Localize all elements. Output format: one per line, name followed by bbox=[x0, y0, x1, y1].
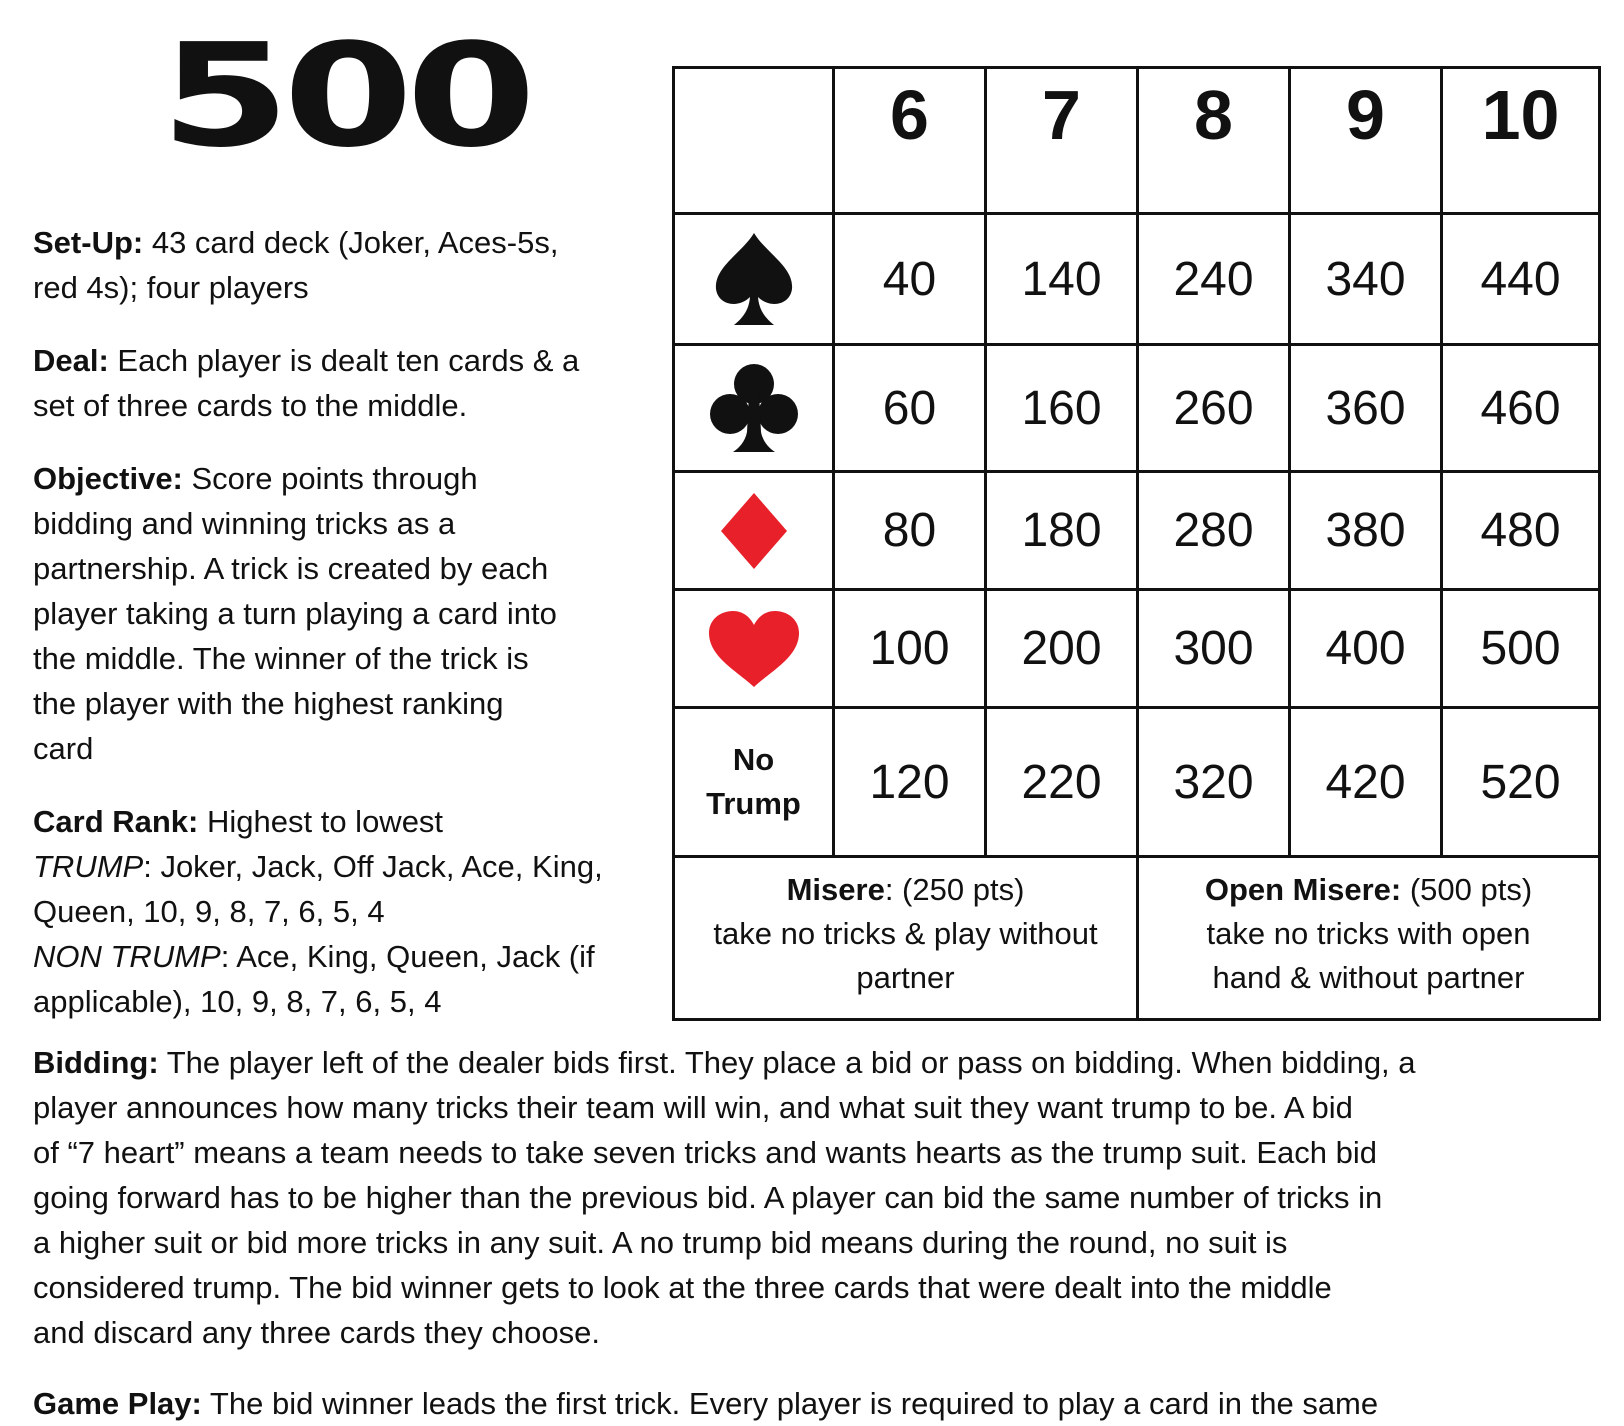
corner-cell bbox=[674, 68, 834, 214]
table-row bbox=[674, 345, 1600, 472]
text: player taking a turn playing a card into bbox=[33, 596, 557, 631]
score-cell: 200 bbox=[986, 590, 1138, 708]
text: hand & without partner bbox=[1212, 960, 1525, 995]
trump-label: TRUMP bbox=[33, 849, 144, 884]
score-cell: 400 bbox=[1290, 590, 1442, 708]
card-rank-label: Card Rank: bbox=[33, 804, 199, 839]
table-row bbox=[674, 472, 1600, 590]
game-play-section bbox=[33, 1381, 1613, 1426]
table-row bbox=[674, 214, 1600, 345]
text: The bid winner leads the first trick. Every player is required to play a card in the same bbox=[201, 1386, 1379, 1421]
score-cell: 140 bbox=[986, 214, 1138, 345]
suit-cell bbox=[674, 472, 834, 590]
table-row bbox=[674, 708, 1600, 857]
open-misere-cell bbox=[1138, 857, 1600, 1020]
bid-score-table bbox=[672, 66, 1601, 1021]
text: partnership. A trick is created by each bbox=[33, 551, 549, 586]
score-cell: 480 bbox=[1442, 472, 1600, 590]
text: card bbox=[33, 731, 94, 766]
text: set of three cards to the middle. bbox=[33, 388, 468, 423]
club-icon bbox=[709, 362, 799, 454]
text: Highest to lowest bbox=[198, 804, 444, 839]
text: 43 card deck (Joker, Aces-5s, bbox=[143, 225, 559, 260]
score-cell: 180 bbox=[986, 472, 1138, 590]
score-cell: 280 bbox=[1138, 472, 1290, 590]
open-misere-label: Open Misere: bbox=[1204, 872, 1402, 907]
bidding-section bbox=[33, 1040, 1613, 1355]
col-header: 7 bbox=[986, 68, 1138, 214]
text: considered trump. The bid winner gets to look at the three cards that were dealt into the middle bbox=[33, 1270, 1332, 1305]
score-cell: 60 bbox=[834, 345, 986, 472]
text: : Ace, King, Queen, Jack (if bbox=[220, 939, 595, 974]
card-rank-section bbox=[33, 799, 663, 1024]
suit-cell bbox=[674, 590, 834, 708]
text: Queen, 10, 9, 8, 7, 6, 5, 4 bbox=[33, 894, 385, 929]
score-cell: 440 bbox=[1442, 214, 1600, 345]
diamond-icon bbox=[719, 491, 789, 571]
spade-icon bbox=[712, 231, 796, 327]
text: and discard any three cards they choose. bbox=[33, 1315, 600, 1350]
suit-cell bbox=[674, 345, 834, 472]
text: take no tricks & play without bbox=[713, 916, 1098, 951]
score-cell: 160 bbox=[986, 345, 1138, 472]
rules-left-column bbox=[33, 220, 663, 1052]
text: the player with the highest ranking bbox=[33, 686, 504, 721]
score-cell: 80 bbox=[834, 472, 986, 590]
suit-cell bbox=[674, 214, 834, 345]
title-logo: 500 bbox=[160, 13, 529, 180]
text: bidding and winning tricks as a bbox=[33, 506, 456, 541]
col-header: 9 bbox=[1290, 68, 1442, 214]
score-cell: 340 bbox=[1290, 214, 1442, 345]
misere-row bbox=[674, 857, 1600, 1020]
text: of “7 heart” means a team needs to take seven tricks and wants hearts as the trump suit. Each bid bbox=[33, 1135, 1378, 1170]
text: Score points through bbox=[182, 461, 478, 496]
score-cell: 500 bbox=[1442, 590, 1600, 708]
text: player announces how many tricks their team will win, and what suit they want trump to be. A bid bbox=[33, 1090, 1353, 1125]
text: Each player is dealt ten cards & a bbox=[108, 343, 580, 378]
setup-label: Set-Up: bbox=[33, 225, 144, 260]
text: : Joker, Jack, Off Jack, Ace, King, bbox=[143, 849, 603, 884]
text: take no tricks with open bbox=[1206, 916, 1531, 951]
score-cell: 360 bbox=[1290, 345, 1442, 472]
score-cell: 220 bbox=[986, 708, 1138, 857]
text: partner bbox=[856, 960, 955, 995]
misere-label: Misere bbox=[786, 872, 885, 907]
non-trump-label: NON TRUMP bbox=[33, 939, 221, 974]
text: a higher suit or bid more tricks in any suit. A no trump bid means during the round, no suit is bbox=[33, 1225, 1288, 1260]
objective-label: Objective: bbox=[33, 461, 183, 496]
col-header: 8 bbox=[1138, 68, 1290, 214]
bidding-label: Bidding: bbox=[33, 1045, 159, 1080]
text: No bbox=[732, 742, 775, 777]
score-cell: 100 bbox=[834, 590, 986, 708]
score-cell: 380 bbox=[1290, 472, 1442, 590]
score-cell: 420 bbox=[1290, 708, 1442, 857]
deal-section bbox=[33, 338, 663, 428]
header-row bbox=[674, 68, 1600, 214]
score-cell: 320 bbox=[1138, 708, 1290, 857]
game-play-label: Game Play: bbox=[33, 1386, 202, 1421]
misere-cell bbox=[674, 857, 1138, 1020]
table-row bbox=[674, 590, 1600, 708]
no-trump-cell bbox=[674, 708, 834, 857]
score-cell: 120 bbox=[834, 708, 986, 857]
score-cell: 300 bbox=[1138, 590, 1290, 708]
text: red 4s); four players bbox=[33, 270, 309, 305]
text: applicable), 10, 9, 8, 7, 6, 5, 4 bbox=[33, 984, 442, 1019]
col-header: 10 bbox=[1442, 68, 1600, 214]
heart-icon bbox=[707, 609, 801, 689]
text: : (250 pts) bbox=[884, 872, 1025, 907]
score-cell: 520 bbox=[1442, 708, 1600, 857]
col-header: 6 bbox=[834, 68, 986, 214]
setup-section bbox=[33, 220, 663, 310]
score-cell: 260 bbox=[1138, 345, 1290, 472]
text: (500 pts) bbox=[1401, 872, 1533, 907]
text: the middle. The winner of the trick is bbox=[33, 641, 529, 676]
score-cell: 460 bbox=[1442, 345, 1600, 472]
text: The player left of the dealer bids first. They place a bid or pass on bidding. When bidding, a bbox=[158, 1045, 1416, 1080]
score-cell: 240 bbox=[1138, 214, 1290, 345]
text: Trump bbox=[706, 786, 801, 821]
deal-label: Deal: bbox=[33, 343, 109, 378]
text: going forward has to be higher than the previous bid. A player can bid the same number of tricks in bbox=[33, 1180, 1383, 1215]
score-cell: 40 bbox=[834, 214, 986, 345]
objective-section bbox=[33, 456, 663, 771]
